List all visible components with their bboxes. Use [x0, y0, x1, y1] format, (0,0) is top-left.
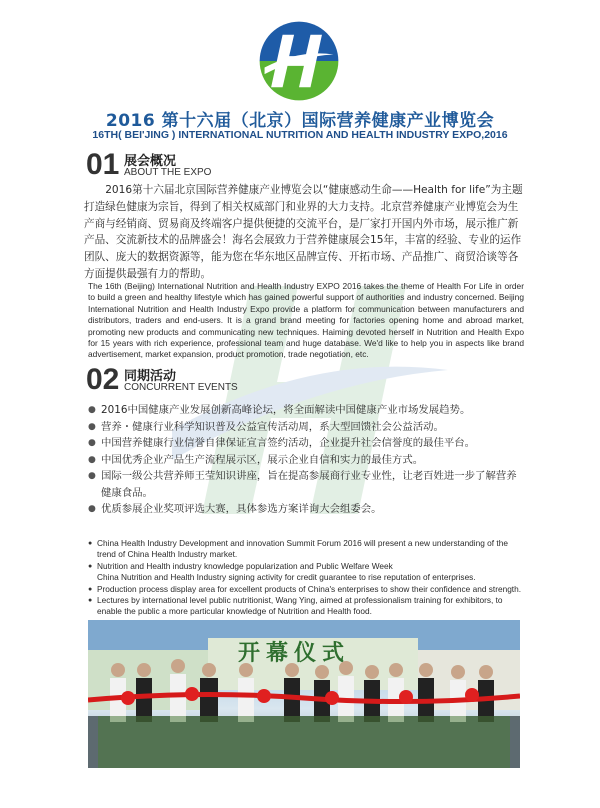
expo-title-en: 16TH( BEI'JING ) INTERNATIONAL NUTRITION AND HEALTH INDUSTRY EXPO,2016	[92, 129, 508, 141]
event-item-en: ● Production process display area for excellent products of China's enterprises to show their confidence and strength.	[88, 584, 524, 595]
expo-title-zh: 2016 第十六届（北京）国际营养健康产业博览会	[105, 111, 495, 131]
about-text-zh: 2016第十六届北京国际营养健康产业博览会以“健康感动生命——Health for life”为主题打造绿色健康为宗旨，得到了相关权威部门和业界的大力支持。北京营养健康产业博览会为生产商与经销商、贸易商及终端客户提供便捷的交流平台，是厂家打开国内外市场，展示推广新产品、交流新技术的品牌盛会！海名会展致力于营养健康展会15年，丰富的经验、专业的运作团队、庞大的数据资源等，能为您在华东地区品牌宣传、开拓市场、产品推广、商贸洽谈等各方面提供最强有力的帮助。	[84, 184, 523, 280]
section2-title-en: CONCURRENT EVENTS	[124, 382, 238, 393]
section1-title-zh: 展会概况	[124, 154, 177, 169]
event-item-zh: ● 营养・健康行业科学知识普及公益宣传活动周，系大型回馈社会公益活动。	[88, 419, 524, 436]
event-item-en-continued: China Nutrition and Health Industry signing activity for credit guarantee to rise reputation of enterprises.	[97, 572, 476, 583]
event-item-en: ● Lectures by international level public nutritionist, Wang Ying, aimed at professionalism training for exhibitors, to enable the public a more particular knowledge of Nutrition and Health food.	[88, 595, 524, 618]
section1-number: 01	[86, 148, 120, 181]
event-item-en	[88, 572, 524, 583]
event-item-zh: ● 优质参展企业奖项评选大赛，具体参选方案详询大会组委会。	[88, 501, 524, 518]
section2-number: 02	[86, 363, 120, 396]
events-list-zh	[88, 402, 524, 518]
expo-logo	[258, 20, 340, 102]
event-item-zh: ● 中国营养健康行业信誉自律保证宣言签约活动，企业提升社会信誉度的最佳平台。	[88, 435, 524, 452]
event-item-zh: ● 中国优秀企业产品生产流程展示区，展示企业自信和实力的最佳方式。	[88, 452, 524, 469]
section1-title-en: ABOUT THE EXPO	[124, 167, 212, 178]
banner-text: 开幕仪式	[238, 641, 351, 666]
opening-ceremony-photo	[88, 620, 520, 768]
event-item-zh: ● 2016中国健康产业发展创新高峰论坛，将全面解读中国健康产业市场发展趋势。	[88, 402, 524, 419]
event-item-zh: ● 国际一级公共营养师王莹知识讲座，旨在提高参展商行业专业性，让老百姓进一步了解营养健康食品。	[88, 468, 524, 501]
event-item-en: ● Nutrition and Health industry knowledge popularization and Public Welfare Week	[88, 561, 524, 572]
event-item-en: ● China Health Industry Development and innovation Summit Forum 2016 will present a new understanding of the trend of China Health Industry market.	[88, 538, 524, 561]
about-text-en: The 16th (Beijing) International Nutrition and Health Industry EXPO 2016 takes the theme of Health For Life in order to build a green and healthy lifestyle which has gained powerful support of authorities and industry concerned. Beijing International Nutrition and Health Industry Expo provide a platform for communication between manufacturers and distributors, traders and end-users. It is a grand brand meeting for factories opening home and abroad market, promoting new products and communicating new techniques. Haiming devoted herself in Nutrition and Health Expo for 15 years with rich experience, professional team and huge database. We'd like to help you in aspects like brand advertisement, market expansion, product promotion, trade negotiation, etc.	[88, 281, 524, 360]
section2-title-zh: 同期活动	[124, 369, 177, 384]
